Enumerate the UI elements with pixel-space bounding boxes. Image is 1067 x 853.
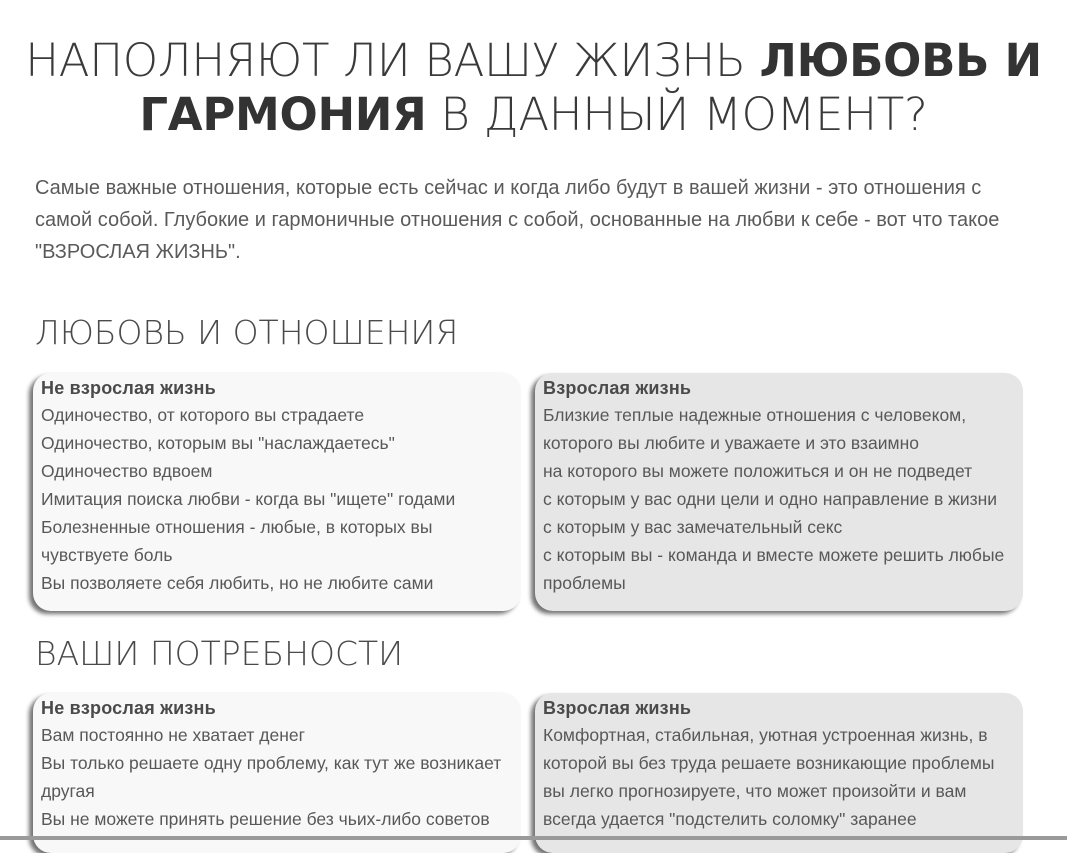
list-item: Комфортная, стабильная, уютная устроенная жизнь, в которой вы без труда решаете возникающие проблемы — [543, 725, 995, 773]
card-love-adult — [535, 373, 1023, 611]
list-item: с которым вы - команда и вместе можете решить любые проблемы — [543, 545, 1005, 593]
list-item: с которым у вас замечательный секс — [543, 517, 843, 537]
card-love-not-adult — [33, 373, 521, 611]
bottom-divider — [0, 836, 1067, 840]
intro-paragraph: Самые важные отношения, которые есть сейчас и когда либо будут в вашей жизни - это отношения с самой собой. Глубокие и гармоничные отношения с собой, основанные на любви к себе - вот что такое "ВЗРОСЛАЯ ЖИЗНЬ". — [35, 177, 1000, 263]
list-item: Вы только решаете одну проблему, как тут же возникает другая — [41, 753, 502, 801]
section-title-needs: ВАШИ ПОТРЕБНОСТИ — [35, 634, 404, 673]
headline-part-1: НАПОЛНЯЮТ ЛИ ВАШУ ЖИЗНЬ — [25, 34, 760, 87]
card-needs-adult — [535, 693, 1023, 853]
card-title: Не взрослая жизнь — [41, 378, 216, 398]
page-headline — [20, 34, 1047, 142]
card-list — [543, 401, 1015, 597]
list-item: Одиночество, от которого вы страдаете — [41, 405, 365, 425]
list-item: Вы не можете принять решение без чьих-либо советов — [41, 809, 490, 829]
list-item: Близкие теплые надежные отношения с человеком, которого вы любите и уважаете и это взаимно — [543, 405, 967, 453]
list-item: с которым у вас одни цели и одно направление в жизни — [543, 489, 998, 509]
list-item: Одиночество вдвоем — [41, 461, 213, 481]
headline-bold: ЛЮБОВЬ И ГАРМОНИЯ — [139, 34, 1042, 141]
headline-part-2: В ДАННЫЙ МОМЕНТ? — [426, 88, 928, 141]
card-list — [41, 401, 513, 597]
card-list — [41, 721, 513, 833]
list-item: на которого вы можете положиться и он не подведет — [543, 461, 973, 481]
list-item: Вам постоянно не хватает денег — [41, 725, 305, 745]
card-title: Взрослая жизнь — [543, 378, 692, 398]
card-needs-not-adult — [33, 693, 521, 853]
list-item: Вы позволяете себя любить, но не любите сами — [41, 573, 434, 593]
card-title: Взрослая жизнь — [543, 698, 692, 718]
list-item: Болезненные отношения - любые, в которых вы чувствуете боль — [41, 517, 433, 565]
list-item: вы легко прогнозируете, что может произойти и вам всегда удается "подстелить соломку" заранее — [543, 781, 967, 829]
list-item: Имитация поиска любви - когда вы "ищете" годами — [41, 489, 456, 509]
list-item: Одиночество, которым вы "наслаждаетесь" — [41, 433, 395, 453]
section-title-love: ЛЮБОВЬ И ОТНОШЕНИЯ — [35, 313, 459, 352]
card-title: Не взрослая жизнь — [41, 698, 216, 718]
card-list — [543, 721, 1015, 833]
